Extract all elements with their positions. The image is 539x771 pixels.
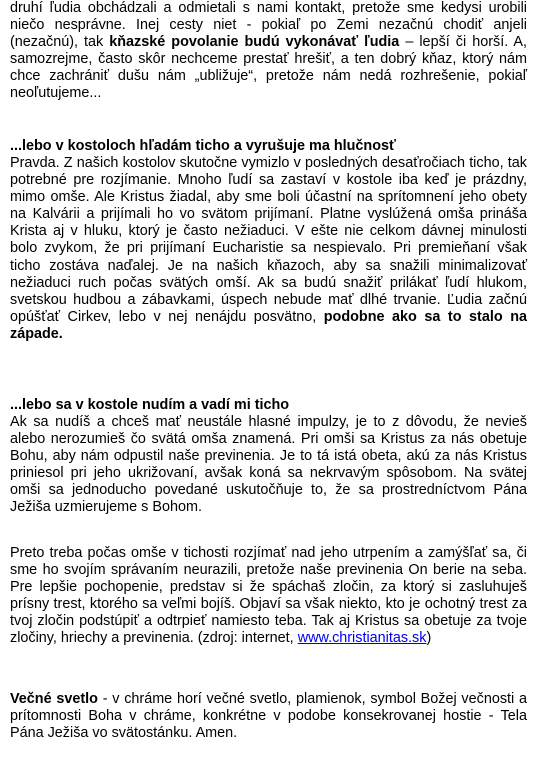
noise-text: Pravda. Z našich kostolov skutočne vymizlo v posledných desaťročiach ticho, tak potrebné pre rozjímanie. Mnoho ľudí sa zastaví v kostole iba keď je prázdny, mimo omše. Ale Kristus žiadal, aby sme boli účastní na sprítomnení jeho obety na Kalvárii a prijímali ho vo svätom prijímaní. Platne vyslúžená omša prináša Krista aj v hluku, ktorý je často nežiaduci. V ešte nie celkom dávnej minulosti bolo zvykom, že pri prijímaní Eucharistie sa nespievalo. Pri premieňaní však ticho zostáva naďalej. Je na našich kňazoch, aby sa snažili minimalizovať nežiaduci ruch počas svätých omší. Ak sa budú snažiť prilákať ľudí hlukom, svetskou hudbou a zábavkami, úspech nebude mať dlhé trvanie. Ľudia začnú opúšťať Cirkev, lebo v nej nenájdu posvätno, (10, 155, 527, 325)
section-heading-boredom: ...lebo sa v kostole nudím a vadí mi ticho (10, 397, 290, 413)
intro-bold-text: kňazské povolanie budú vykonávať ľudia (109, 34, 400, 51)
noise-paragraph (10, 155, 527, 343)
intro-text-1: druhí ľudia obchádzali a odmietali s nami kontakt, pretože sme kedysi urobili niečo nesprávne. Inej cesty niet - pokiaľ po Zemi nezačnú chodiť anjeli (nezačnú), tak (10, 0, 527, 51)
eternal-light-paragraph (10, 691, 527, 742)
boredom-paragraph-2 (10, 545, 527, 648)
boredom-text: Preto treba počas omše v tichosti rozjímať nad jeho utrpením a zamýšľať sa, či sme ho svojím správaním neurazili, pretože naše previnenia On berie na seba. Pre lepšie pochopenie, predstav si že spáchaš zločin, za ktorý si zasluhuješ prísny trest, ktorého sa veľmi bojíš. Objaví sa však niekto, kto je ochotný trest za tvoj zločin podstúpiť a odtrpieť namiesto teba. Tak aj Kristus sa obetuje za tvoje zločiny, hriechy a previnenia. (zdroj: internet, (10, 545, 527, 647)
eternal-light-term: Večné svetlo (10, 691, 98, 707)
christianitas-link[interactable]: www.christianitas.sk (297, 630, 427, 647)
boredom-closing-paren: ) (426, 630, 432, 647)
noise-bold-text: podobne ako sa to stalo na západe. (10, 308, 527, 342)
intro-text-2: – lepší či horší. A, samozrejme, často skôr nechceme prestať hrešiť, a ten dobrý kňaz, ktorý nám chce zachrániť dušu nám „ubližuje“, pretože nám nedá rozhrešenie, pokiaľ neoľutujeme... (10, 34, 528, 102)
section-heading-noise: ...lebo v kostoloch hľadám ticho a vyrušuje ma hlučnosť (10, 138, 396, 154)
eternal-light-text: - v chráme horí večné svetlo, plamienok, symbol Božej večnosti a prítomnosti Boha v chráme, konkrétne v podobe konsekrovanej hostie - Tela Pána Ježiša vo svätostánku. Amen. (10, 691, 527, 742)
intro-paragraph (10, 0, 527, 103)
boredom-paragraph-1: Ak sa nudíš a chceš mať neustále hlasné impulzy, je to z dôvodu, že nevieš alebo nerozumieš čo svätá omša znamená. Pri omši sa Kristus za nás obetuje Bohu, aby nám odpustil naše previnenia. Je to tá istá obeta, akú za nás Kristus priniesol pri jeho ukrižovaní, avšak koná sa nekrvavým spôsobom. Na svätej omši sa jednoducho povedané uskutočňuje to, že sa prostredníctvom Pána Ježiša uzmierujeme s Bohom. (10, 414, 527, 516)
